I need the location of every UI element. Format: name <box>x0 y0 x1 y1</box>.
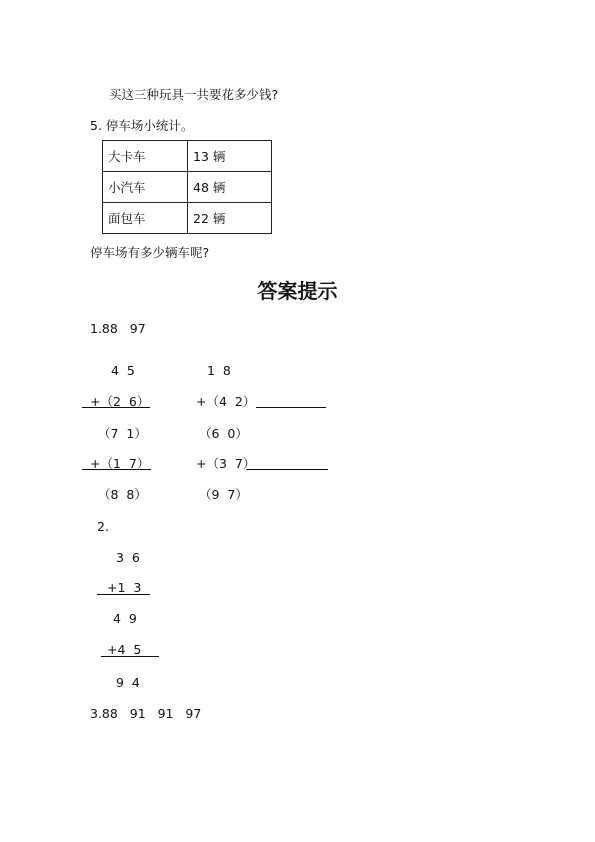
answer1-right-op1: +（4 2） <box>196 394 256 409</box>
answer1-left-result2: （8 8） <box>98 487 147 502</box>
table-row <box>103 141 272 172</box>
table-row <box>103 203 272 234</box>
answer1-left-op2: +（1 7） <box>90 456 150 471</box>
answer1-left-op1: +（2 6） <box>90 394 150 409</box>
answer2-underline1 <box>97 594 150 595</box>
table-row <box>103 172 272 203</box>
answer2-result1: 4 9 <box>113 611 137 626</box>
vehicle-type: 面包车 <box>103 203 188 234</box>
answer1-right-addend: 1 8 <box>207 363 231 378</box>
answer2-op1: +1 3 <box>107 580 142 595</box>
question-toys: 买这三种玩具一共要花多少钱? <box>109 87 279 102</box>
question5-ask: 停车场有多少辆车呢? <box>90 245 210 260</box>
question5-label: 5. 停车场小统计。 <box>90 118 194 133</box>
answer2-label: 2. <box>97 519 109 534</box>
answer1-right-op2: +（3 7） <box>196 456 256 471</box>
answer1-line: 1.88 97 <box>90 321 146 336</box>
answer1-left-result1: （7 1） <box>98 426 147 441</box>
answer2-addend: 3 6 <box>116 550 140 565</box>
answer2-op2: +4 5 <box>107 642 142 657</box>
answer3-line: 3.88 91 91 97 <box>90 706 202 721</box>
answer1-left-addend: 4 5 <box>111 363 135 378</box>
vehicle-count: 48 辆 <box>188 172 272 203</box>
answer1-right-underline1 <box>256 407 326 408</box>
answer1-left-underline2 <box>82 469 151 470</box>
vehicle-count: 13 辆 <box>188 141 272 172</box>
answer1-right-result1: （6 0） <box>199 426 248 441</box>
answer1-left-underline1 <box>82 407 150 408</box>
parking-stats-table <box>102 140 272 234</box>
answer1-right-result2: （9 7） <box>199 487 248 502</box>
vehicle-count: 22 辆 <box>188 203 272 234</box>
answer-title: 答案提示 <box>257 279 338 303</box>
answer2-underline2 <box>101 656 159 657</box>
answer1-right-underline2 <box>246 469 328 470</box>
vehicle-type: 大卡车 <box>103 141 188 172</box>
vehicle-type: 小汽车 <box>103 172 188 203</box>
answer2-result2: 9 4 <box>116 675 140 690</box>
